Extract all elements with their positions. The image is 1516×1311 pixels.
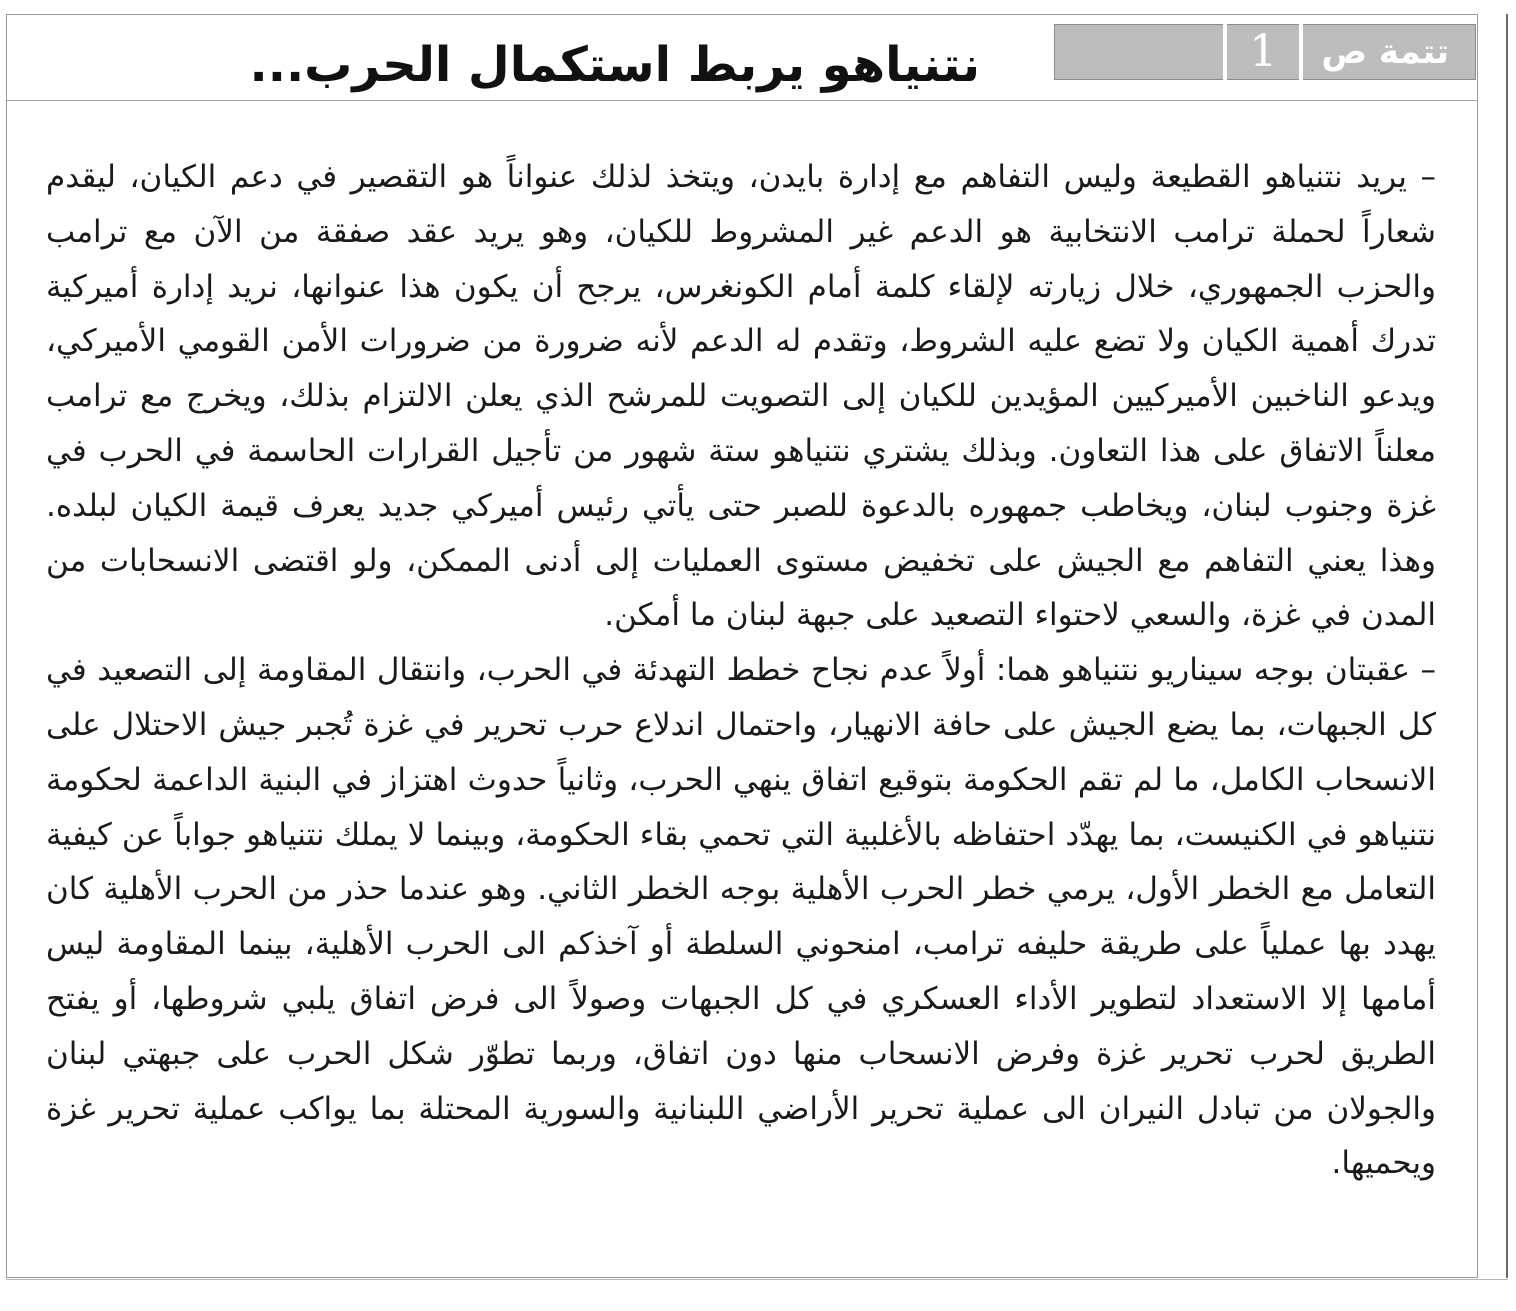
continuation-page-number: 1 (1249, 26, 1278, 77)
continuation-banner (1054, 24, 1476, 80)
banner-divider (1299, 24, 1303, 80)
article-paragraph: – عقبتان بوجه سيناريو نتنياهو هما: أولاً عدم نجاح خطط التهدئة في الحرب، وانتقال المقاومة إلى التصعيد في كل الجبهات، بما يضع الجيش على حافة الانهيار، واحتمال اندلاع حرب تحرير في غزة تُجبر جيش الاحتلال على الانسحاب الكامل، ما لم تقم الحكومة بتوقيع اتفاق ينهي الحرب، وثانياً حدوث اهتزاز في البنية الداعمة لحكومة نتنياهو في الكنيست، بما يهدّد احتفاظه بالأغلبية التي تحمي بقاء الحكومة، وبينما لا يملك نتنياهو جواباً عن كيفية التعامل مع الخطر الأول، يرمي خطر الحرب الأهلية بوجه الخطر الثاني. وهو عندما حذر من الحرب الأهلية كان يهدد بها عملياً على طريقة حليفه ترامب، امنحوني السلطة أو آخذكم الى الحرب الأهلية، بينما المقاومة ليس أمامها إلا الاستعداد لتطوير الأداء العسكري في كل الجبهات وصولاً الى فرض اتفاق يلبي شروطها، أو يفتح الطريق لحرب تحرير غزة وفرض الانسحاب منها دون اتفاق، وربما تطوّر شكل الحرب على جبهتي لبنان والجولان من تبادل النيران الى عملية تحرير الأراضي اللبنانية والسورية المحتلة بما يواكب عملية تحرير غزة ويحميها. (46, 652, 1436, 1182)
article-body (46, 150, 1436, 1191)
headline-rule (6, 100, 1478, 101)
banner-divider (1223, 24, 1227, 80)
bottom-rule (6, 1279, 1508, 1280)
headline: نتنياهو يربط استكمال الحرب... (249, 37, 980, 93)
article-paragraph: – يريد نتنياهو القطيعة وليس التفاهم مع إدارة بايدن، ويتخذ لذلك عنواناً هو التقصير في دعم الكيان، ليقدم شعاراً لحملة ترامب الانتخابية هو الدعم غير المشروط للكيان، وهو يريد عقد صفقة من الآن مع ترامب والحزب الجمهوري، خلال زيارته لإلقاء كلمة أمام الكونغرس، يرجح أن يكون هذا عنوانها، نريد إدارة أميركية تدرك أهمية الكيان ولا تضع عليه الشروط، وتقدم له الدعم لأنه ضرورة من ضرورات الأمن القومي الأميركي، ويدعو الناخبين الأميركيين المؤيدين للكيان إلى التصويت للمرشح الذي يعلن الالتزام بذلك، ويخرج مع ترامب معلناً الاتفاق على هذا التعاون. وبذلك يشتري نتنياهو ستة شهور من تأجيل القرارات الحاسمة في الحرب في غزة وجنوب لبنان، ويخاطب جمهوره بالدعوة للصبر حتى يأتي رئيس أميركي جديد يعرف قيمة الكيان لبلده. وهذا يعني التفاهم مع الجيش على تخفيض مستوى العمليات إلى أدنى الممكن، ولو اقتضى الانسحابات من المدن في غزة، والسعي لاحتواء التصعيد على جبهة لبنان ما أمكن. (46, 159, 1436, 634)
continuation-label: تتمة ص (1321, 32, 1449, 72)
column-divider-rule (1506, 14, 1508, 1278)
